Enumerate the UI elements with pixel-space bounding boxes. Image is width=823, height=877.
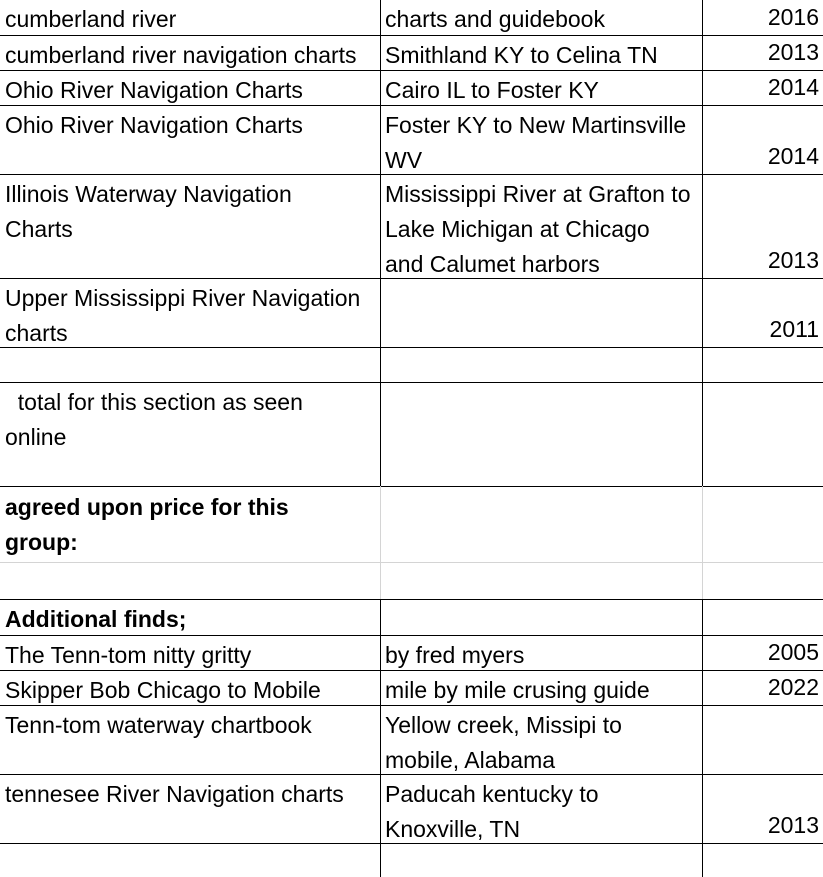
cell-title[interactable]: The Tenn-tom nitty gritty <box>5 642 252 668</box>
table-row <box>0 844 823 877</box>
table-row <box>0 487 823 562</box>
cell-title[interactable]: tennesee River Navigation charts <box>5 781 344 807</box>
cell-description[interactable]: Cairo IL to Foster KY <box>385 77 599 103</box>
gridline <box>0 635 823 636</box>
cell-year[interactable]: 2013 <box>767 39 819 65</box>
table-row <box>0 775 823 843</box>
cell-year[interactable] <box>702 348 823 382</box>
table-row <box>0 636 823 670</box>
table-row <box>0 600 823 635</box>
cell-description[interactable] <box>380 600 702 635</box>
gridline <box>0 174 823 175</box>
cell-description[interactable]: by fred myers <box>385 642 525 668</box>
gridline <box>0 705 823 706</box>
cell-title[interactable]: agreed upon price for this group: <box>5 494 289 555</box>
table-row <box>0 36 823 70</box>
table-row <box>0 71 823 105</box>
cell-description[interactable]: Yellow creek, Missipi to mobile, Alabama <box>385 712 622 773</box>
cell-year[interactable]: 2011 <box>769 316 819 342</box>
cell-year[interactable] <box>702 487 823 562</box>
cell-year[interactable]: 2014 <box>767 74 819 100</box>
gridline <box>0 347 823 348</box>
gridline <box>0 562 823 563</box>
gridline <box>380 599 381 877</box>
cell-title[interactable]: Additional finds; <box>5 606 187 632</box>
gridline <box>0 774 823 775</box>
cell-year[interactable]: 2013 <box>767 812 819 838</box>
cell-description[interactable] <box>380 844 702 877</box>
cell-description[interactable] <box>380 279 702 347</box>
gridline <box>702 599 703 877</box>
table-row <box>0 671 823 705</box>
gridline <box>0 670 823 671</box>
cell-title[interactable]: total for this section as seen online <box>5 389 303 450</box>
gridline <box>702 486 703 599</box>
cell-title[interactable]: Ohio River Navigation Charts <box>5 77 303 103</box>
cell-description[interactable] <box>380 487 702 562</box>
table-row <box>0 563 823 599</box>
table-row <box>0 279 823 347</box>
cell-year[interactable]: 2013 <box>767 247 819 273</box>
gridline <box>0 486 823 487</box>
cell-year[interactable] <box>702 383 823 486</box>
table-row <box>0 706 823 774</box>
cell-year[interactable] <box>702 563 823 599</box>
cell-title[interactable]: Skipper Bob Chicago to Mobile <box>5 677 321 703</box>
cell-description[interactable]: Mississippi River at Grafton to Lake Michigan at Chicago and Calumet harbors <box>385 181 691 277</box>
table-row <box>0 383 823 486</box>
cell-year[interactable]: 2014 <box>767 143 819 169</box>
cell-title[interactable] <box>0 563 380 599</box>
cell-description[interactable]: Foster KY to New Martinsville WV <box>385 112 687 173</box>
gridline <box>702 0 703 486</box>
cell-description[interactable] <box>380 563 702 599</box>
cell-year[interactable]: 2016 <box>767 4 819 30</box>
cell-year[interactable]: 2005 <box>767 639 819 665</box>
cell-title[interactable]: Upper Mississippi River Navigation charts <box>5 285 361 346</box>
cell-description[interactable]: mile by mile crusing guide <box>385 677 650 703</box>
cell-title[interactable] <box>0 844 380 877</box>
gridline <box>0 843 823 844</box>
gridline <box>0 599 823 600</box>
gridline <box>0 278 823 279</box>
cell-year[interactable] <box>702 706 823 774</box>
gridline <box>0 70 823 71</box>
gridline <box>0 35 823 36</box>
cell-description[interactable]: Smithland KY to Celina TN <box>385 42 658 68</box>
cell-description[interactable] <box>380 383 702 486</box>
gridline <box>0 105 823 106</box>
gridline <box>0 382 823 383</box>
cell-year[interactable]: 2022 <box>767 674 819 700</box>
cell-description[interactable]: Paducah kentucky to Knoxville, TN <box>385 781 599 842</box>
cell-description[interactable] <box>380 348 702 382</box>
cell-title[interactable]: cumberland river navigation charts <box>5 42 357 68</box>
table-row <box>0 0 823 35</box>
cell-year[interactable] <box>702 844 823 877</box>
cell-description[interactable]: charts and guidebook <box>385 6 605 32</box>
table-row <box>0 175 823 278</box>
table-row <box>0 348 823 382</box>
cell-title[interactable]: cumberland river <box>5 6 177 32</box>
cell-title[interactable] <box>0 348 380 382</box>
table-row <box>0 106 823 174</box>
gridline <box>380 486 381 599</box>
cell-title[interactable]: Illinois Waterway Navigation Charts <box>5 181 292 242</box>
cell-title[interactable]: Tenn-tom waterway chartbook <box>5 712 312 738</box>
gridline <box>380 0 381 486</box>
cell-year[interactable] <box>702 600 823 635</box>
cell-title[interactable]: Ohio River Navigation Charts <box>5 112 303 138</box>
